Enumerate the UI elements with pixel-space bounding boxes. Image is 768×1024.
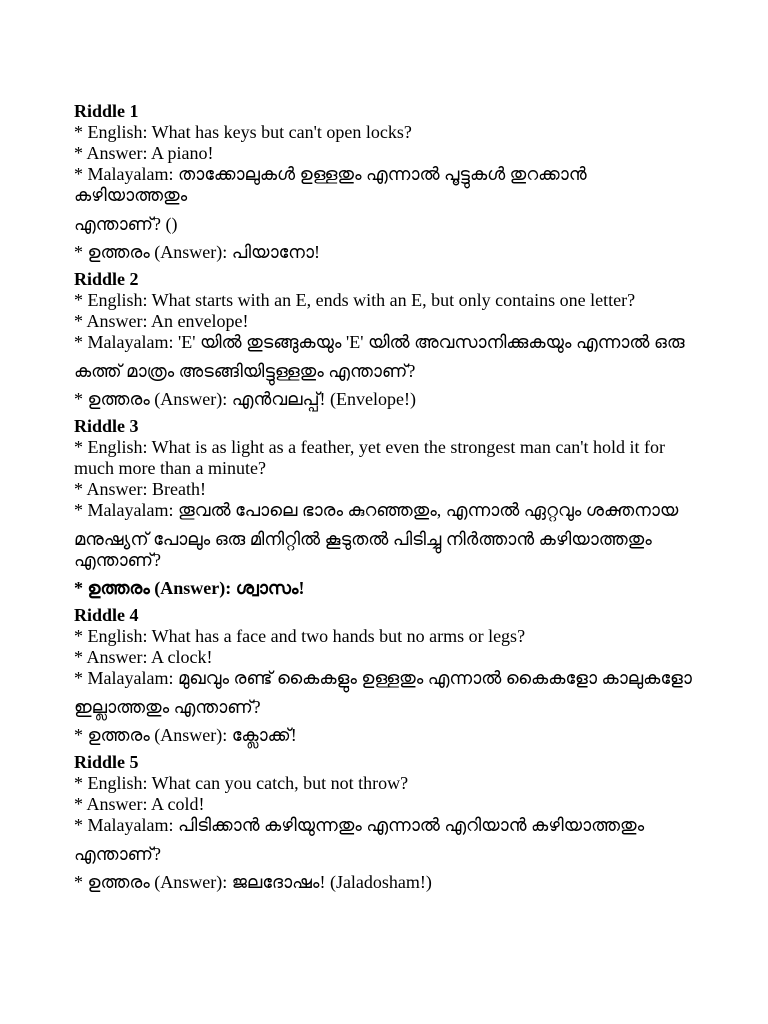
document-page xyxy=(74,100,694,898)
english-answer: * Answer: Breath! xyxy=(74,479,206,499)
riddle-5 xyxy=(74,751,694,893)
riddle-title: Riddle 5 xyxy=(74,752,139,772)
riddle-4 xyxy=(74,604,694,746)
malayalam-question-continued: എന്താണ്? () xyxy=(74,214,178,234)
malayalam-answer: * ഉത്തരം (Answer): ജലദോഷം! (Jaladosham!) xyxy=(74,872,432,892)
riddle-1 xyxy=(74,100,694,263)
malayalam-question-continued: എന്താണ്? xyxy=(74,844,162,864)
english-answer: * Answer: A clock! xyxy=(74,647,213,667)
riddle-title: Riddle 3 xyxy=(74,416,139,436)
riddle-2 xyxy=(74,268,694,410)
english-answer: * Answer: A cold! xyxy=(74,794,205,814)
riddle-title: Riddle 2 xyxy=(74,269,139,289)
malayalam-question: * Malayalam: താക്കോലുകൾ ഉള്ളതും എന്നാൽ പൂട്ടുകൾ തുറക്കാൻ കഴിയാത്തതും xyxy=(74,164,587,205)
malayalam-question-continued: മനുഷ്യന് പോലും ഒരു മിനിറ്റിൽ കൂടുതൽ പിടിച്ചു നിർത്താൻ കഴിയാത്തതും എന്താണ്? xyxy=(74,529,652,570)
malayalam-question: * Malayalam: മുഖവും രണ്ട് കൈകളും ഉള്ളതും എന്നാൽ കൈകളോ കാലുകളോ xyxy=(74,668,692,688)
malayalam-answer: * ഉത്തരം (Answer): ശ്വാസം! xyxy=(74,578,305,598)
malayalam-question: * Malayalam: പിടിക്കാൻ കഴിയുന്നതും എന്നാൽ എറിയാൻ കഴിയാത്തതും xyxy=(74,815,645,835)
riddle-title: Riddle 4 xyxy=(74,605,139,625)
english-question: * English: What starts with an E, ends with an E, but only contains one letter? xyxy=(74,290,636,310)
malayalam-answer: * ഉത്തരം (Answer): ക്ലോക്ക്! xyxy=(74,725,297,745)
malayalam-question: * Malayalam: തൂവൽ പോലെ ഭാരം കുറഞ്ഞതും, എന്നാൽ ഏറ്റവും ശക്തനായ xyxy=(74,500,679,520)
malayalam-answer: * ഉത്തരം (Answer): പിയാനോ! xyxy=(74,242,320,262)
riddle-3 xyxy=(74,415,694,599)
english-question: * English: What has a face and two hands but no arms or legs? xyxy=(74,626,526,646)
malayalam-question-continued: കത്ത് മാത്രം അടങ്ങിയിട്ടുള്ളതും എന്താണ്? xyxy=(74,361,416,381)
english-question: * English: What can you catch, but not throw? xyxy=(74,773,409,793)
malayalam-answer: * ഉത്തരം (Answer): എൻവലപ്പ്! (Envelope!) xyxy=(74,389,416,409)
riddle-title: Riddle 1 xyxy=(74,101,139,121)
english-question: * English: What is as light as a feather, yet even the strongest man can't hold it for much more than a minute? xyxy=(74,437,666,478)
english-question: * English: What has keys but can't open locks? xyxy=(74,122,412,142)
malayalam-question-continued: ഇല്ലാത്തതും എന്താണ്? xyxy=(74,697,261,717)
english-answer: * Answer: An envelope! xyxy=(74,311,249,331)
english-answer: * Answer: A piano! xyxy=(74,143,214,163)
malayalam-question: * Malayalam: 'E' യിൽ തുടങ്ങുകയും 'E' യിൽ അവസാനിക്കുകയും എന്നാൽ ഒരു xyxy=(74,332,685,352)
